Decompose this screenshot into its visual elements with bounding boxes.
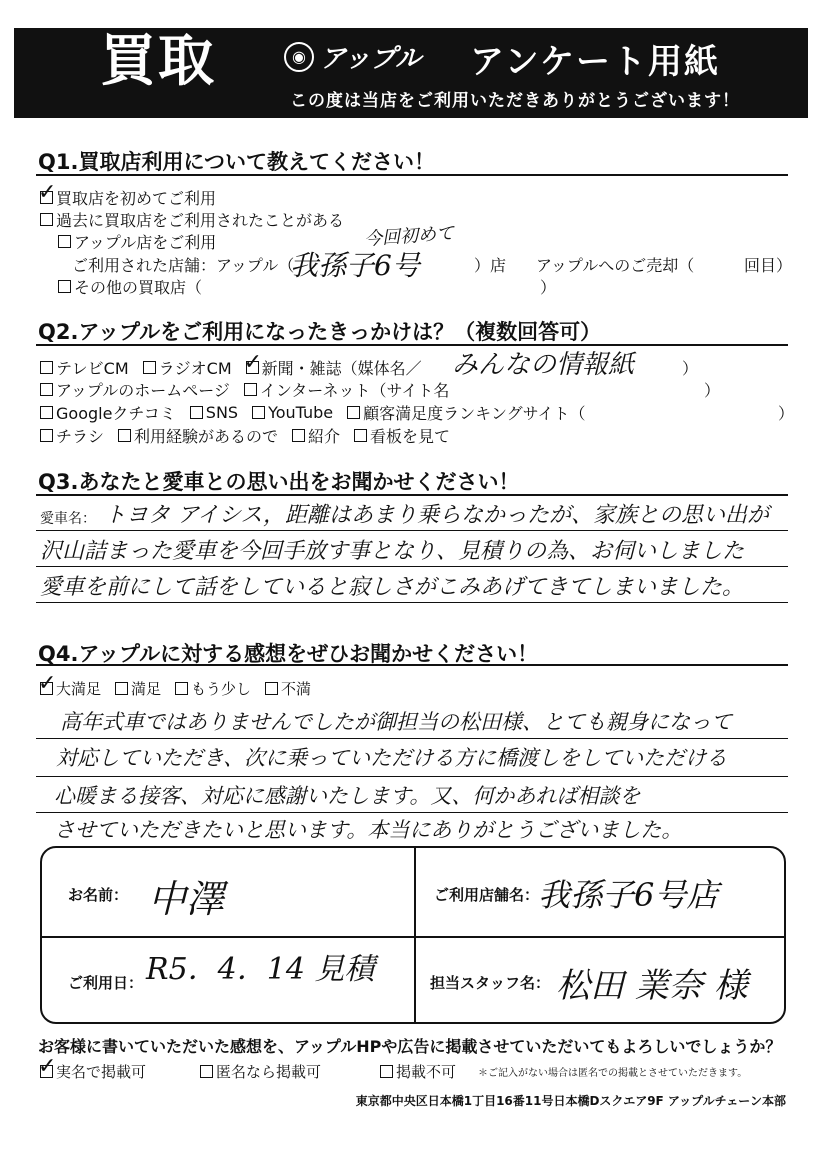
date-value[interactable]: R5．4．14 見積 bbox=[146, 952, 375, 987]
checkbox[interactable] bbox=[354, 429, 367, 442]
q1-store-name-value: 我孫子6号 bbox=[290, 249, 420, 282]
checkbox[interactable] bbox=[347, 406, 360, 419]
q2-option[interactable] bbox=[292, 424, 340, 447]
q2-option-label: インターネット（サイト名 bbox=[259, 381, 450, 400]
q2-divider bbox=[36, 344, 788, 346]
consent-label: 掲載不可 bbox=[396, 1063, 457, 1081]
store-value[interactable]: 我孫子6号店 bbox=[538, 876, 719, 914]
checkbox[interactable] bbox=[175, 682, 188, 695]
checkbox[interactable] bbox=[244, 383, 257, 396]
q2-media-value: みんなの情報紙 bbox=[452, 350, 635, 380]
q2-option-label: 看板を見て bbox=[370, 427, 451, 446]
q4-answer-line-2: 対応していただき、次に乗っていただける方に橋渡しをしていただける bbox=[56, 746, 728, 770]
q2-option[interactable] bbox=[347, 401, 585, 424]
apple-logo-icon: ◉ bbox=[284, 42, 314, 72]
q2-close-paren: ） bbox=[682, 359, 699, 378]
q2-option-label: 新聞・雑誌（媒体名／ bbox=[261, 359, 422, 378]
q2-option[interactable] bbox=[246, 356, 422, 379]
ruled-line bbox=[36, 776, 788, 777]
q4-title: Q4.アップルに対する感想をぜひお聞かせください！ bbox=[38, 642, 539, 666]
q2-option-label: 紹介 bbox=[308, 427, 341, 446]
checkbox[interactable] bbox=[40, 361, 53, 374]
q4-answer-line-4: させていただきたいと思います。本当にありがとうございました。 bbox=[54, 818, 683, 842]
q3-answer-line-1: トヨタ アイシス，距離はあまり乗らなかったが、家族との思い出が bbox=[104, 503, 770, 528]
checkbox[interactable] bbox=[143, 361, 156, 374]
q2-option-label: ラジオCM bbox=[158, 359, 232, 378]
checkbox[interactable] bbox=[40, 406, 53, 419]
rating-label: 満足 bbox=[131, 680, 162, 698]
apple-logo bbox=[284, 38, 421, 75]
rating-label: もう少し bbox=[191, 680, 252, 698]
q2-option-label: 顧客満足度ランキングサイト（ bbox=[363, 404, 586, 423]
q2-row-1 bbox=[40, 356, 436, 379]
checkbox[interactable] bbox=[265, 682, 278, 695]
q2-option[interactable] bbox=[40, 378, 230, 401]
staff-label: 担当スタッフ名： bbox=[430, 974, 551, 992]
q2-option-label: YouTube bbox=[268, 403, 334, 422]
checkbox[interactable] bbox=[40, 383, 53, 396]
q4-rating-row bbox=[40, 678, 325, 699]
consent-note: ＊ご記入がない場合は匿名での掲載とさせていただきます。 bbox=[478, 1068, 748, 1079]
info-divider-horizontal bbox=[42, 936, 784, 938]
q1-apple-store-label: アップル店をご利用 bbox=[74, 233, 217, 252]
checkbox[interactable] bbox=[58, 280, 71, 293]
q2-row-3 bbox=[40, 401, 600, 424]
q1-first-time-option[interactable] bbox=[40, 186, 216, 209]
q1-visits-suffix: 回目） bbox=[744, 256, 793, 275]
q4-divider bbox=[36, 664, 788, 666]
form-title: アンケート用紙 bbox=[470, 42, 720, 82]
consent-option-real-name[interactable] bbox=[40, 1061, 146, 1082]
ruled-line bbox=[36, 738, 788, 739]
q2-row-4 bbox=[40, 424, 464, 447]
q4-answer-line-3: 心暖まる接客、対応に感謝いたします。又、何かあれば相談を bbox=[54, 784, 641, 808]
q2-option[interactable] bbox=[40, 401, 176, 424]
kaitori-title: 買取 bbox=[100, 29, 216, 94]
q3-car-label: 愛車名： bbox=[40, 511, 96, 527]
rating-option[interactable] bbox=[175, 678, 251, 699]
rating-label: 大満足 bbox=[56, 680, 102, 698]
store-label: ご利用店舗名： bbox=[434, 886, 540, 904]
checkbox[interactable] bbox=[190, 406, 203, 419]
ruled-line bbox=[36, 566, 788, 567]
ruled-line bbox=[36, 602, 788, 603]
q1-used-before-option[interactable] bbox=[40, 208, 344, 231]
q2-option[interactable] bbox=[354, 424, 450, 447]
staff-value[interactable]: 松田 業奈 様 bbox=[556, 966, 748, 1006]
publish-consent-question: お客様に書いていただいた感想を、アップルHPや広告に掲載させていただいてもよろしいでしょうか？ bbox=[38, 1037, 782, 1056]
q1-store-name-label: ご利用された店舗：アップル（ bbox=[72, 256, 295, 275]
rating-label: 不満 bbox=[281, 680, 312, 698]
q2-row-2 bbox=[40, 378, 463, 401]
q1-first-time-label: 買取店を初めてご利用 bbox=[56, 189, 217, 208]
logo-text: アップル bbox=[320, 44, 422, 74]
q2-option[interactable] bbox=[244, 378, 449, 401]
checkbox[interactable] bbox=[58, 235, 71, 248]
checkbox[interactable] bbox=[40, 213, 53, 226]
q2-close-paren: ） bbox=[778, 404, 795, 423]
checkbox-checked[interactable] bbox=[40, 191, 53, 204]
consent-option-decline[interactable] bbox=[380, 1061, 456, 1082]
header-banner bbox=[14, 28, 808, 118]
q1-store-name-note: 今回初めて bbox=[363, 222, 455, 251]
name-value[interactable]: 中澤 bbox=[148, 877, 225, 921]
form-subtitle: この度は当店をご利用いただきありがとうございます！ bbox=[290, 91, 740, 111]
q2-option[interactable] bbox=[143, 356, 232, 379]
consent-label: 実名で掲載可 bbox=[56, 1063, 147, 1081]
q2-option[interactable] bbox=[40, 356, 129, 379]
checkbox[interactable] bbox=[252, 406, 265, 419]
checkbox[interactable] bbox=[115, 682, 128, 695]
checkbox-checked[interactable] bbox=[40, 682, 53, 695]
q1-other-store-label: その他の買取店（ bbox=[74, 278, 203, 297]
q1-apple-store-option[interactable] bbox=[58, 230, 216, 253]
hq-address: 東京都中央区日本橋1丁目16番11号日本橋Dスクエア9F アップルチェーン本部 bbox=[355, 1094, 786, 1108]
q2-option-label: チラシ bbox=[56, 427, 105, 446]
q1-other-store-option[interactable] bbox=[58, 275, 202, 298]
q1-used-before-label: 過去に買取店をご利用されたことがある bbox=[56, 211, 345, 230]
name-label: お名前： bbox=[68, 886, 129, 904]
rating-option[interactable] bbox=[115, 678, 161, 699]
q2-option[interactable] bbox=[190, 403, 238, 422]
q2-close-paren: ） bbox=[704, 381, 721, 400]
q2-option[interactable] bbox=[40, 424, 104, 447]
q2-option-label: 利用経験があるので bbox=[134, 427, 279, 446]
checkbox[interactable] bbox=[40, 429, 53, 442]
q2-option-label: テレビCM bbox=[56, 359, 129, 378]
date-label: ご利用日： bbox=[68, 974, 144, 992]
q1-store-suffix: ）店 bbox=[474, 256, 507, 275]
checkbox[interactable] bbox=[200, 1065, 213, 1078]
checkbox-checked[interactable] bbox=[246, 361, 259, 374]
rating-option[interactable] bbox=[40, 678, 101, 699]
q3-answer-line-2: 沢山詰まった愛車を今回手放す事となり、見積りの為、お伺いしました bbox=[40, 539, 745, 564]
ruled-line bbox=[36, 812, 788, 813]
q1-divider bbox=[36, 174, 788, 176]
consent-option-anonymous[interactable] bbox=[200, 1061, 321, 1082]
q1-visits-label: アップルへのご売却（ bbox=[536, 256, 695, 275]
checkbox[interactable] bbox=[380, 1065, 393, 1078]
rating-option[interactable] bbox=[265, 678, 311, 699]
q2-option[interactable] bbox=[118, 424, 278, 447]
checkbox-checked[interactable] bbox=[40, 1065, 53, 1078]
q3-title: Q3.あなたと愛車との思い出をお聞かせください！ bbox=[38, 470, 520, 494]
checkbox[interactable] bbox=[292, 429, 305, 442]
q2-option[interactable] bbox=[252, 403, 333, 422]
consent-label: 匿名なら掲載可 bbox=[216, 1063, 322, 1081]
q2-title: Q2.アップルをご利用になったきっかけは？（複数回答可） bbox=[38, 320, 602, 344]
ruled-line bbox=[36, 530, 788, 531]
q3-answer-line-3: 愛車を前にして話をしていると寂しさがこみあげてきてしまいました。 bbox=[40, 575, 745, 600]
q1-other-close: ） bbox=[540, 278, 557, 297]
q2-option-label: Googleクチコミ bbox=[56, 404, 176, 423]
q2-option-label: SNS bbox=[205, 403, 239, 422]
q2-option-label: アップルのホームページ bbox=[56, 381, 230, 400]
q1-title: Q1.買取店利用について教えてください！ bbox=[38, 150, 436, 174]
customer-info-box bbox=[40, 846, 786, 1024]
q4-answer-line-1: 高年式車ではありませんでしたが御担当の松田様、とても親身になって bbox=[60, 710, 732, 734]
checkbox[interactable] bbox=[118, 429, 131, 442]
